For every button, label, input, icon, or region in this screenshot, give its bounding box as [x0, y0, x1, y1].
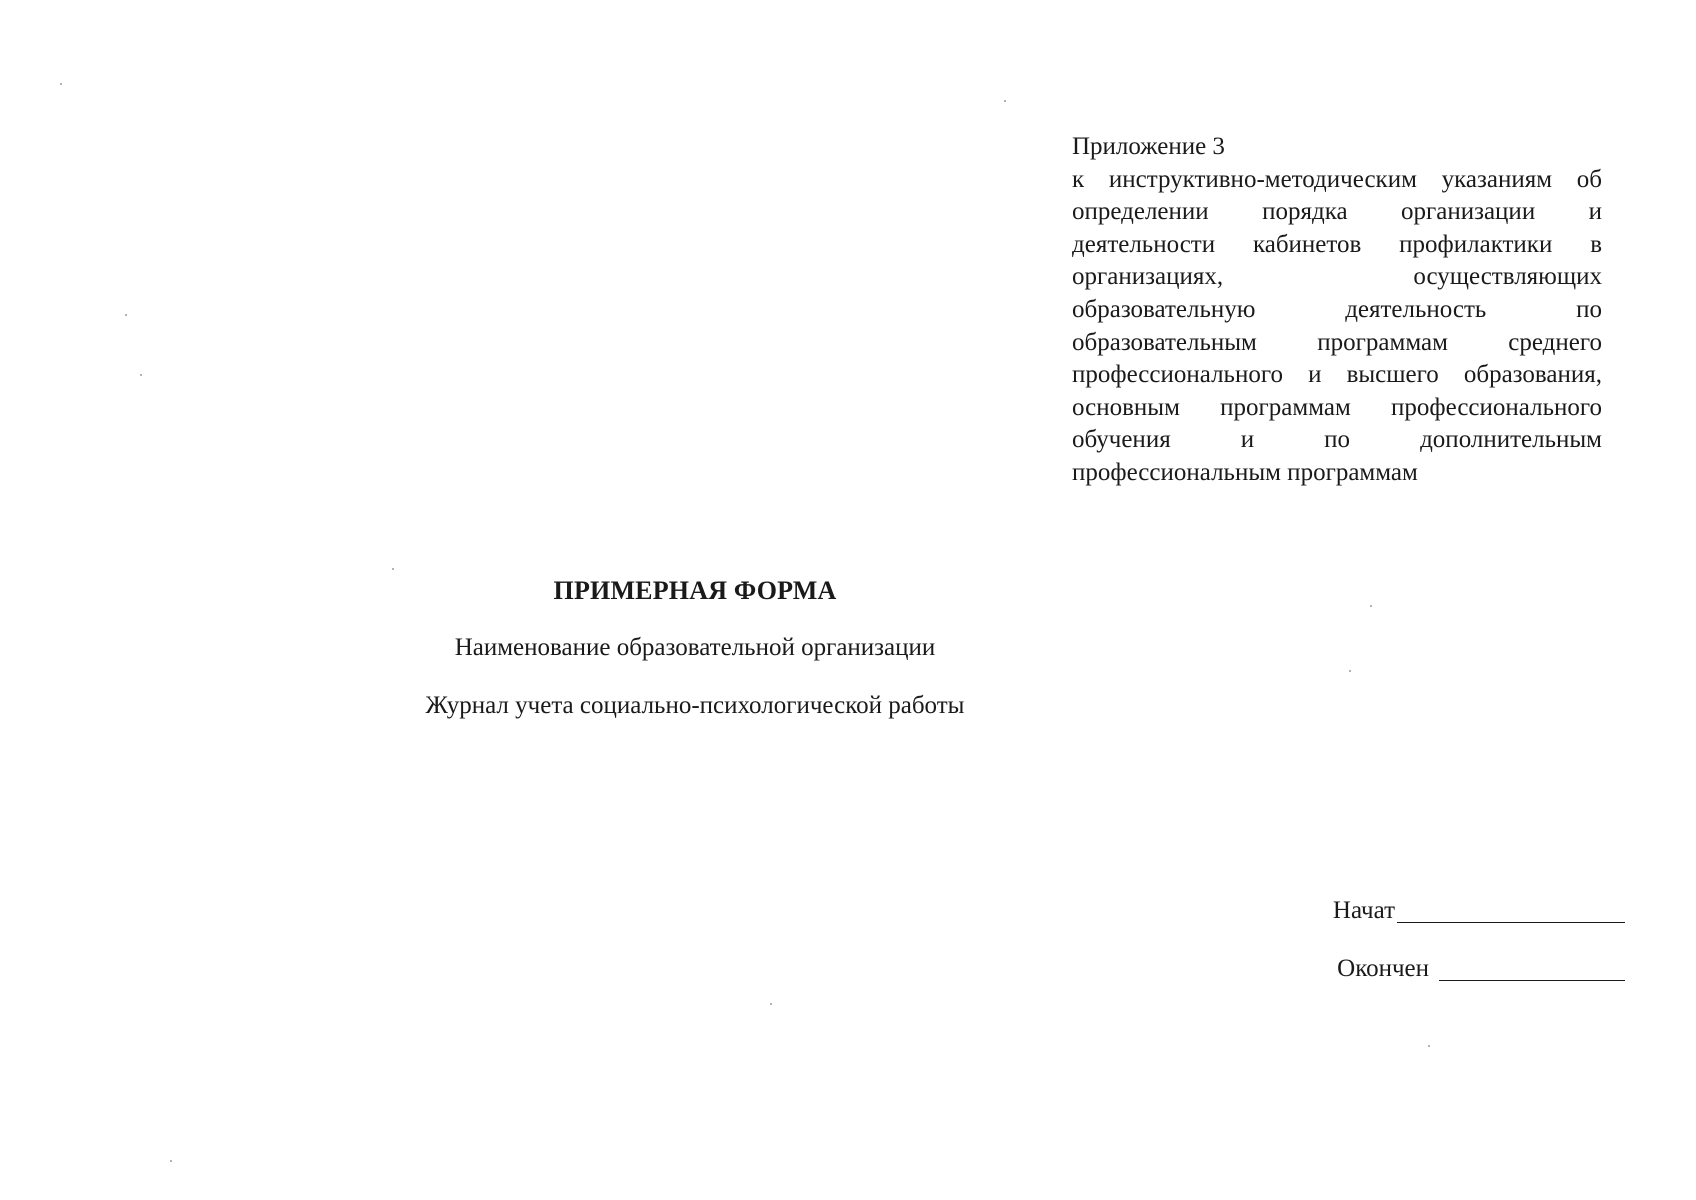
form-title: ПРИМЕРНАЯ ФОРМА: [553, 576, 837, 605]
scan-speck: [1428, 1045, 1430, 1047]
scan-speck: [140, 374, 142, 376]
started-blank-line: [1397, 896, 1625, 923]
scan-speck: [1004, 100, 1006, 102]
scan-speck: [1349, 670, 1351, 672]
scan-speck: [60, 83, 62, 85]
organization-name: Наименование образовательной организации: [454, 634, 936, 661]
started-label: Начат: [1332, 897, 1395, 924]
appendix-body: к инструктивно-методическим указаниям об определении порядка организации и деятельности кабинетов профилактики в организациях, осуществляющих образовательную деятельность по образовательным программам среднего профессионального и высшего образования, основным программам профессионального обучения и по дополнительным профессиональным программам: [1072, 165, 1602, 486]
scan-speck: [170, 1160, 172, 1162]
scan-speck: [392, 568, 394, 570]
ended-label: Окончен: [1337, 955, 1429, 982]
appendix-title: Приложение 3: [1072, 133, 1225, 160]
ended-blank-line: [1439, 954, 1625, 981]
appendix-block: [1072, 131, 1602, 490]
journal-title: Журнал учета социально-психологической работы: [425, 692, 965, 719]
scan-speck: [125, 314, 127, 316]
ended-field: [1337, 954, 1625, 983]
scan-speck: [770, 1003, 772, 1005]
started-field: [1333, 896, 1625, 925]
